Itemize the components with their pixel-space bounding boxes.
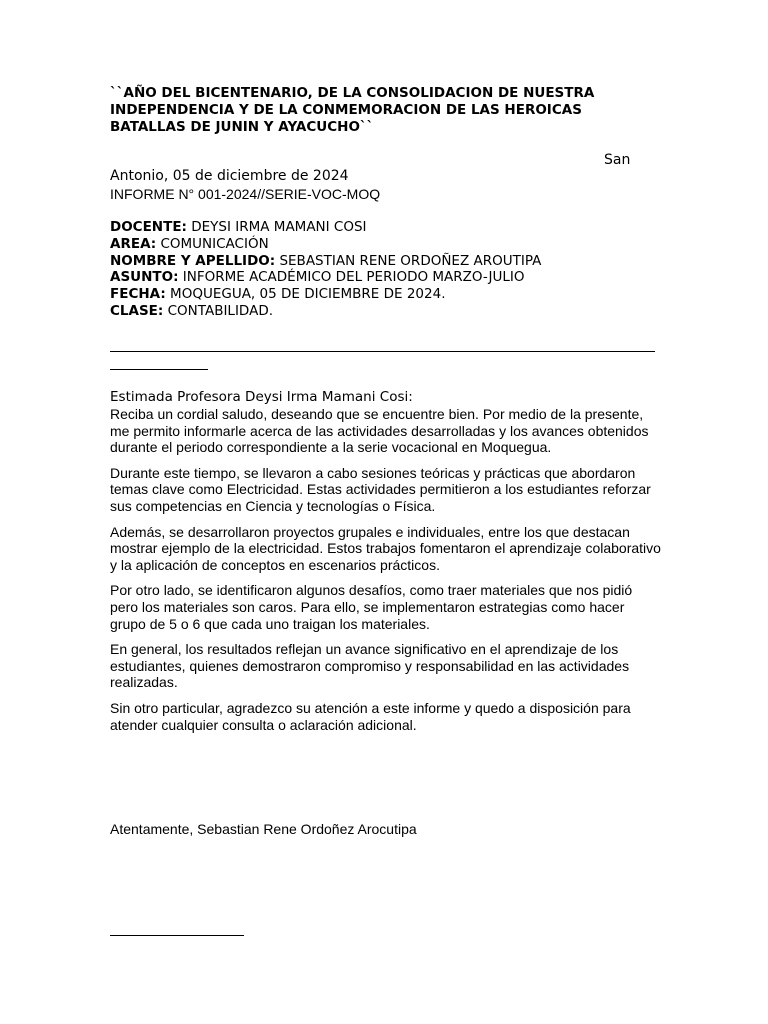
field-label: CLASE: xyxy=(110,302,164,319)
field-label: DOCENTE: xyxy=(110,219,187,235)
field-docente xyxy=(110,219,541,236)
closing-line: Atentamente, Sebastian Rene Ordoñez Arocutipa xyxy=(110,821,417,837)
field-area xyxy=(110,236,541,253)
field-value: SEBASTIAN RENE ORDOÑEZ AROUTIPA xyxy=(275,252,542,269)
paragraph: Por otro lado, se identificaron algunos desafíos, como traer materiales que nos pidió pero los materiales son caros. Para ello, se implementaron estrategias como hacer grupo de 5 o 6 que cada uno traigan los materiales. xyxy=(110,582,633,632)
field-value: CONTABILIDAD. xyxy=(163,302,274,319)
paragraph: Además, se desarrollaron proyectos grupales e individuales, entre los que destacan mostrar ejemplo de la electricidad. Estos trabajos fomentaron el aprendizaje colaborativo y la aplicación de conceptos en escenarios prácticos. xyxy=(110,523,661,573)
field-value: INFORME ACADÉMICO DEL PERIODO MARZO-JULIO xyxy=(178,269,525,286)
salutation: Estimada Profesora Deysi Irma Mamani Cosi: xyxy=(110,389,413,405)
letter-body xyxy=(110,406,662,742)
field-label: FECHA: xyxy=(110,286,166,303)
date-line-start: San xyxy=(604,152,631,168)
header-fields xyxy=(110,219,541,320)
informe-number: INFORME N° 001-2024//SERIE-VOC-MOQ xyxy=(110,186,381,202)
field-label: AREA: xyxy=(110,235,157,252)
field-label: NOMBRE Y APELLIDO: xyxy=(110,252,276,269)
paragraph: En general, los resultados reflejan un avance significativo en el aprendizaje de los estudiantes, quienes demostraron compromiso y responsabilidad en las actividades realizadas. xyxy=(110,641,630,691)
field-nombre xyxy=(110,253,541,270)
document-title: ``AÑO DEL BICENTENARIO, DE LA CONSOLIDACION DE NUESTRA INDEPENDENCIA Y DE LA CONMEMORACION DE LAS HEROICAS BATALLAS DE JUNIN Y AYACUCHO`` xyxy=(110,85,595,135)
field-value: DEYSI IRMA MAMANI COSI xyxy=(186,219,367,235)
field-label: ASUNTO: xyxy=(110,269,179,286)
paragraph: Sin otro particular, agradezco su atención a este informe y quedo a disposición para atender cualquier consulta o aclaración adicional. xyxy=(110,699,631,733)
field-fecha xyxy=(110,286,541,303)
signature-line xyxy=(110,935,244,936)
field-asunto xyxy=(110,269,541,286)
separator-line-continuation xyxy=(110,369,208,370)
field-value: COMUNICACIÓN xyxy=(156,235,269,252)
paragraph: Reciba un cordial saludo, deseando que se encuentre bien. Por medio de la presente, me permito informarle acerca de las actividades desarrolladas y los avances obtenidos durante el periodo correspondiente a la serie vocacional en Moquegua. xyxy=(110,406,649,456)
field-clase xyxy=(110,303,541,320)
separator-line xyxy=(110,351,655,352)
field-value: MOQUEGUA, 05 DE DICIEMBRE DE 2024. xyxy=(165,286,446,303)
date-line: Antonio, 05 de diciembre de 2024 xyxy=(110,168,349,184)
paragraph: Durante este tiempo, se llevaron a cabo sesiones teóricas y prácticas que abordaron temas clave como Electricidad. Estas actividades permitieron a los estudiantes reforzar sus competencias en Ciencia y tecnologías o Física. xyxy=(110,464,651,514)
